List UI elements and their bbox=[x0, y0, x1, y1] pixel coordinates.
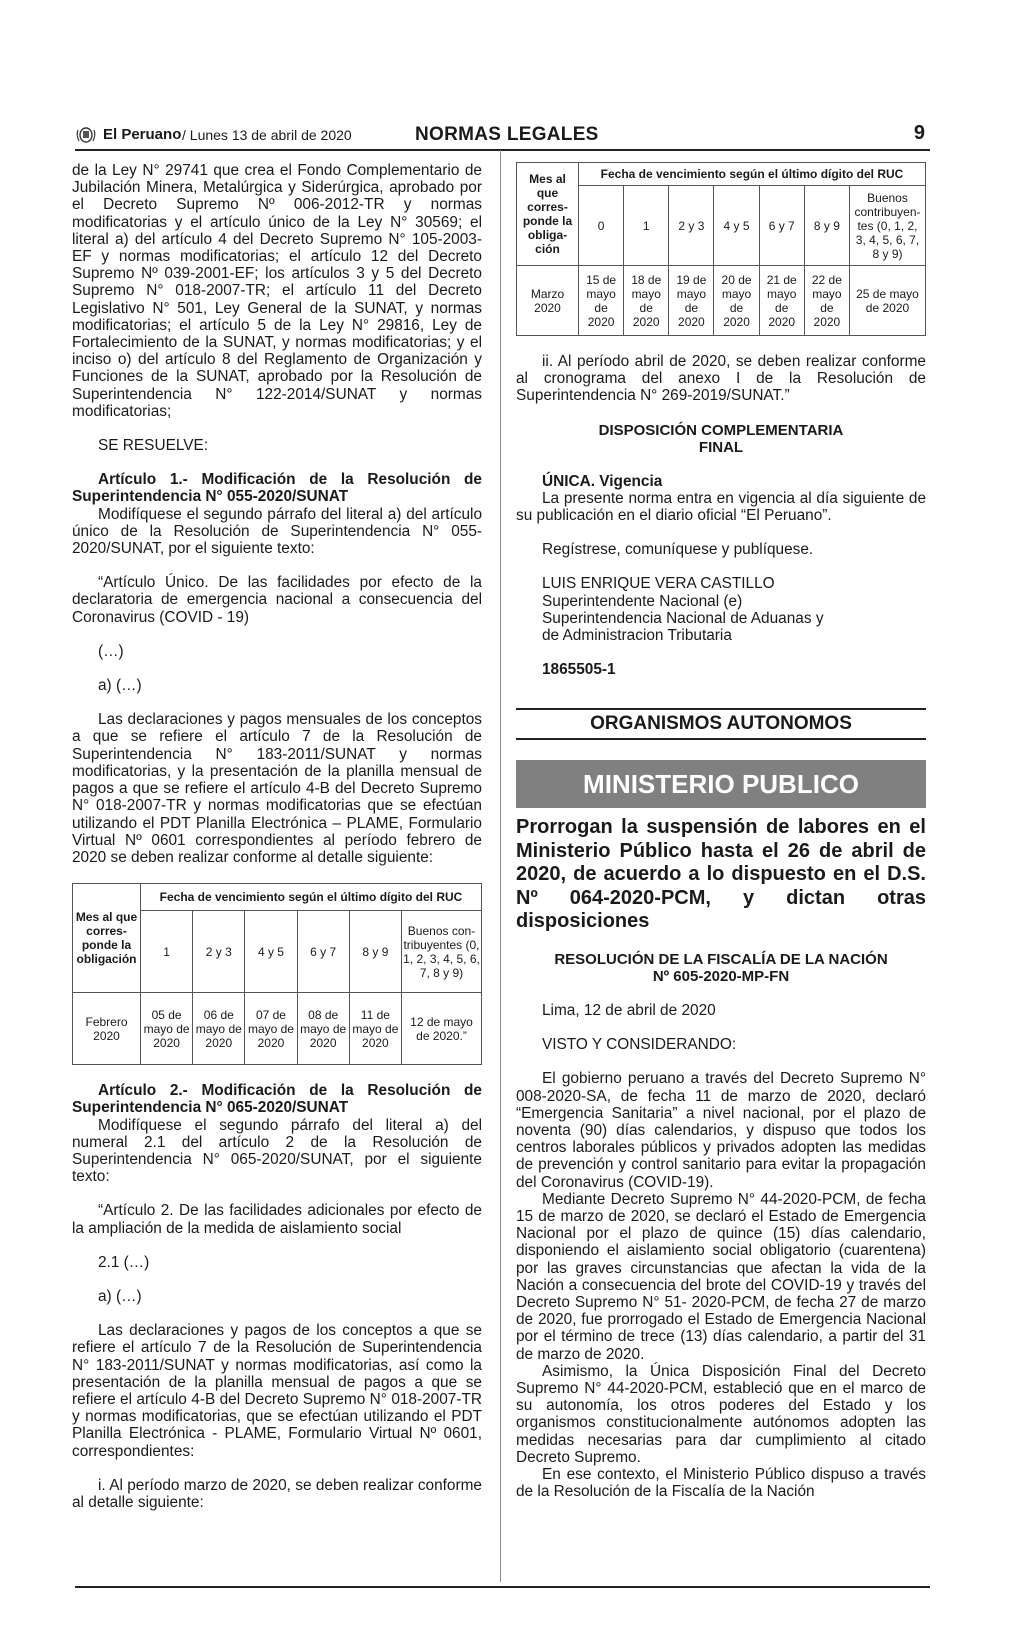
table-group-header: Fecha de vencimiento según el último dígito del RUC bbox=[579, 163, 926, 186]
table-cell: 11 de mayo de 2020 bbox=[349, 993, 401, 1065]
considerando-3: Asimismo, la Única Disposición Final del Decreto Supremo N° 44-2020-PCM, estableció que en el marco de su autonomía, los otros poderes del Estado y los organismos constitucionalmente autónomos adopten las medidas necesarias para dar cumplimiento al citado Decreto Supremo. bbox=[516, 1362, 926, 1466]
ellipsis: (…) bbox=[98, 642, 124, 660]
table-february bbox=[72, 883, 482, 1065]
column-header: 0 bbox=[579, 186, 624, 266]
column-header: 2 y 3 bbox=[669, 186, 714, 266]
coat-of-arms-icon bbox=[75, 126, 97, 144]
item-a: a) (…) bbox=[98, 1287, 142, 1305]
table-cell: 08 de mayo de 2020 bbox=[297, 993, 349, 1065]
article-2-declarations: Las declaraciones y pagos de los conceptos a que se refiere el artículo 7 de la Resolución de Superintendencia N° 183-2011/SUNAT y normas modificatorias, así como la presentación de la planilla mensual de pagos a que se refiere el artículo 4-B del Decreto Supremo N° 018-2007-TR y normas modificatorias, que se efectúan utilizando el PDT Planilla Electrónica - PLAME, Formulario Virtual Nº 0601, correspondientes: bbox=[72, 1322, 482, 1460]
unica-body: La presente norma entra en vigencia al día siguiente de su publicación en el diario oficial “El Peruano”. bbox=[516, 489, 926, 525]
considerando-4: En ese contexto, el Ministerio Público dispuso a través de la Resolución de la Fiscalía de la Nación bbox=[516, 1466, 926, 1501]
column-header: 1 bbox=[624, 186, 669, 266]
column-header: 4 y 5 bbox=[714, 186, 759, 266]
column-header: 2 y 3 bbox=[193, 911, 245, 993]
resolution-number: Nº 605-2020-MP-FN bbox=[652, 967, 790, 985]
table-cell: 19 de mayo de 2020 bbox=[669, 266, 714, 336]
disposition-title-2: FINAL bbox=[698, 438, 744, 456]
se-resuelve: SE RESUELVE: bbox=[98, 437, 209, 455]
table-group-header: Fecha de vencimiento según el último dígito del RUC bbox=[141, 884, 482, 911]
column-divider bbox=[500, 150, 501, 1582]
row-label: Febrero 2020 bbox=[73, 993, 141, 1065]
table-cell: 12 de mayo de 2020.” bbox=[402, 993, 482, 1065]
column-header: 8 y 9 bbox=[349, 911, 401, 993]
table-cell: 07 de mayo de 2020 bbox=[245, 993, 297, 1065]
table-cell: 18 de mayo de 2020 bbox=[624, 266, 669, 336]
table-cell: 25 de mayo de 2020 bbox=[849, 266, 925, 336]
column-header: 6 y 7 bbox=[297, 911, 349, 993]
right-column bbox=[516, 162, 926, 1500]
article-1-quote: “Artículo Único. De las facilidades por efecto de la declaratoria de emergencia nacional a consecuencia del Coronavirus (COVID - 19) bbox=[72, 574, 482, 626]
item-ii: ii. Al período abril de 2020, se deben realizar conforme al cronograma del anexo I de la Resolución de Superintendencia N° 269-2019/SUNAT.” bbox=[516, 353, 926, 405]
item-a: a) (…) bbox=[98, 677, 142, 695]
column-header: Buenos contribuyen-tes (0, 1, 2, 3, 4, 5, 6, 7, 8 y 9) bbox=[849, 186, 925, 266]
left-column bbox=[72, 162, 482, 1511]
row-label: Marzo 2020 bbox=[517, 266, 579, 336]
place-date: Lima, 12 de abril de 2020 bbox=[542, 1001, 716, 1019]
article-2-quote: “Artículo 2. De las facilidades adicionales por efecto de la ampliación de la medida de aislamiento social bbox=[72, 1202, 482, 1237]
footer-rule bbox=[75, 1586, 930, 1588]
table-row-header: Mes al que corres-ponde la obligación bbox=[73, 884, 141, 993]
table-cell: 06 de mayo de 2020 bbox=[193, 993, 245, 1065]
ministry-banner: MINISTERIO PUBLICO bbox=[516, 760, 926, 808]
signatory-institution: Superintendencia Nacional de Aduanas y bbox=[542, 609, 824, 627]
section-banner: ORGANISMOS AUTONOMOS bbox=[516, 708, 926, 740]
article-2-body: Modifíquese el segundo párrafo del literal a) del numeral 2.1 del artículo 2 de la Resolución de Superintendencia N° 065-2020/SUNAT, por el siguiente texto: bbox=[72, 1116, 482, 1186]
column-header: 8 y 9 bbox=[804, 186, 849, 266]
article-1-body: Modifíquese el segundo párrafo del literal a) del artículo único de la Resolución de Superintendencia N° 055-2020/SUNAT, por el siguiente texto: bbox=[72, 505, 482, 558]
page-number: 9 bbox=[913, 122, 925, 144]
article-1-declarations: Las declaraciones y pagos mensuales de los conceptos a que se refiere el artículo 7 de la Resolución de Superintendencia N° 183-2011/SUNAT y normas modificatorias, y la presentación de la planilla mensual de pagos a que se refiere el artículo 4-B del Decreto Supremo N° 018-2007-TR y normas modificatorias que se efectúan utilizando el PDT Planilla Electrónica – PLAME, Formulario Virtual Nº 0601 correspondientes al período febrero de 2020 se deben realizar conforme al detalle siguiente: bbox=[72, 711, 482, 866]
item-i: i. Al período marzo de 2020, se deben realizar conforme al detalle siguiente: bbox=[72, 1476, 482, 1511]
signatory-title: Superintendente Nacional (e) bbox=[542, 592, 743, 610]
column-header: 1 bbox=[141, 911, 193, 993]
visto-considerando: VISTO Y CONSIDERANDO: bbox=[542, 1036, 737, 1054]
considerando-2: Mediante Decreto Supremo N° 44-2020-PCM, de fecha 15 de marzo de 2020, se declaró el Estado de Emergencia Nacional por el plazo de quince (15) días calendario, disponiendo el aislamiento social obligatorio (cuarentena) por las graves circunstancias que afectan la vida de la Nación a consecuencia del brote del COVID-19 y través del Decreto Supremo N° 51- 2020-PCM, de fecha 27 de marzo de 2020, fue prorrogado el Estado de Emergencia Nacional por el término de trece (13) días calendario, a partir del 31 de marzo de 2020. bbox=[516, 1190, 926, 1363]
section-title: NORMAS LEGALES bbox=[415, 124, 599, 145]
signatory-institution-2: de Administracion Tributaria bbox=[542, 627, 732, 645]
table-cell: 05 de mayo de 2020 bbox=[141, 993, 193, 1065]
table-cell: 22 de mayo de 2020 bbox=[804, 266, 849, 336]
table-cell: 15 de mayo de 2020 bbox=[579, 266, 624, 336]
table-cell: 21 de mayo de 2020 bbox=[759, 266, 804, 336]
column-header: 4 y 5 bbox=[245, 911, 297, 993]
article-2-title: Artículo 2.- Modificación de la Resolución de Superintendencia N° 065-2020/SUNAT bbox=[72, 1082, 482, 1117]
signatory-name: LUIS ENRIQUE VERA CASTILLO bbox=[542, 575, 775, 593]
considerando-1: El gobierno peruano a través del Decreto Supremo N° 008-2020-SA, de fecha 11 de marzo de 2020, declaró “Emergencia Sanitaria” a nivel nacional, por el plazo de noventa (90) días calendarios, y dispuso que todos los centros laborales públicos y privados adopten las medidas de prevención y control sanitario para evitar la propagación del Coronavirus (COVID-19). bbox=[516, 1070, 926, 1191]
article-headline: Prorrogan la suspensión de labores en el Ministerio Público hasta el 26 de abril de 2020, de acuerdo a lo dispuesto en el D.S. Nº 064-2020-PCM, y dictan otras disposiciones bbox=[516, 816, 926, 933]
column-header: Buenos con-tribuyentes (0, 1, 2, 3, 4, 5, 6, 7, 8 y 9) bbox=[402, 911, 482, 993]
article-1-title: Artículo 1.- Modificación de la Resolución de Superintendencia N° 055-2020/SUNAT bbox=[72, 471, 482, 506]
paragraph: de la Ley N° 29741 que crea el Fondo Complementario de Jubilación Minera, Metalúrgica y Siderúrgica, aprobado por el Decreto Supremo Nº 006-2012-TR y normas modificatorias y el artículo único de la Ley N° 30569; el literal a) del artículo 4 del Decreto Supremo N° 105-2003-EF y normas modificatorias; el artículo 12 del Decreto Supremo Nº 039-2001-EF; los artículos 3 y 5 del Decreto Supremo N° 018-2007-TR; el artículo 11 del Decreto Legislativo N° 501, Ley General de la SUNAT, y normas modificatorias; el artículo 5 de la Ley N° 29816, Ley de Fortalecimiento de la SUNAT, y normas modificatorias; y el inciso o) del artículo 8 del Reglamento de Organización y Funciones de la SUNAT, aprobado por la Resolución de Superintendencia N° 122-2014/SUNAT y normas modificatorias; bbox=[72, 162, 482, 420]
header-rule bbox=[75, 149, 930, 151]
registrese: Regístrese, comuníquese y publíquese. bbox=[542, 541, 814, 559]
unica-title: ÚNICA. Vigencia bbox=[542, 472, 663, 490]
newspaper-name: El Peruano bbox=[103, 126, 182, 143]
resolution-title: RESOLUCIÓN DE LA FISCALÍA DE LA NACIÓN bbox=[554, 950, 888, 968]
page-header bbox=[75, 122, 930, 150]
table-cell: 20 de mayo de 2020 bbox=[714, 266, 759, 336]
column-header: 6 y 7 bbox=[759, 186, 804, 266]
table-march bbox=[516, 162, 926, 336]
document-code: 1865505-1 bbox=[542, 661, 616, 679]
item-2-1: 2.1 (…) bbox=[98, 1253, 150, 1271]
disposition-title: DISPOSICIÓN COMPLEMENTARIA bbox=[598, 421, 844, 439]
publication-date: / Lunes 13 de abril de 2020 bbox=[182, 127, 352, 143]
table-row-header: Mes al que corres-ponde la obliga-ción bbox=[517, 163, 579, 266]
